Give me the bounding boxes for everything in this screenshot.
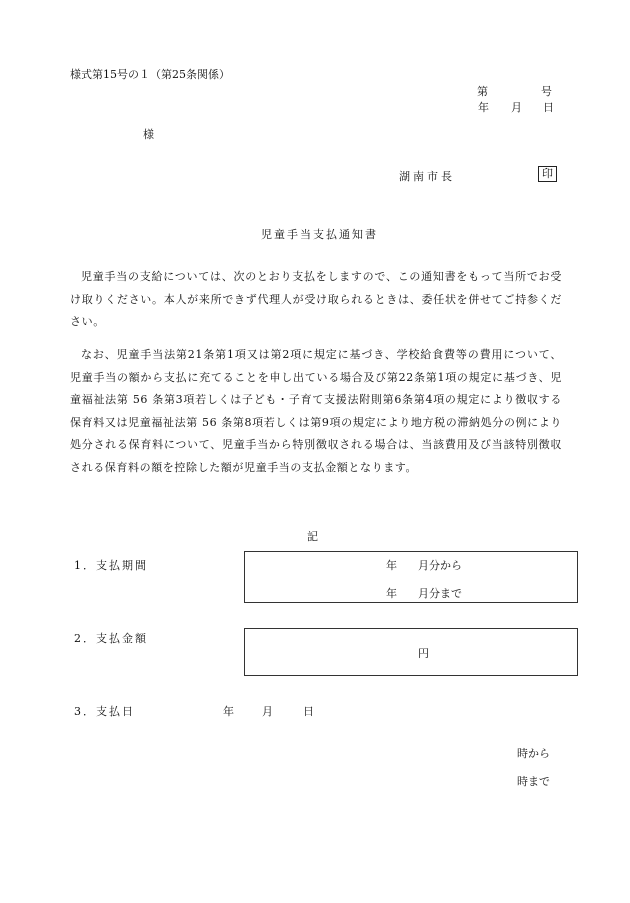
document-title: 児童手当支払通知書 — [261, 228, 378, 241]
period-to-month: 月分まで — [418, 587, 462, 600]
ki-heading: 記 — [307, 530, 318, 543]
time-to: 時まで — [517, 775, 550, 788]
payment-amount-label: 2．支払金額 — [74, 632, 148, 645]
amount-yen-unit: 円 — [418, 647, 429, 660]
header-date-day: 日 — [543, 101, 554, 114]
addressee-suffix: 様 — [143, 128, 154, 141]
payment-date-month: 月 — [262, 705, 273, 718]
payment-date-year: 年 — [223, 705, 234, 718]
time-from: 時から — [517, 747, 550, 760]
payment-amount-box — [244, 628, 578, 676]
payment-period-label: 1．支払期間 — [74, 559, 148, 572]
period-from-month: 月分から — [418, 559, 462, 572]
body-paragraph-2: なお、児童手当法第21条第1項又は第2項に規定に基づき、学校給食費等の費用について、児童手当の額から支払に充てることを申し出ている場合及び第22条第1項の規定に基づき、児童福祉法第 56 条第3項若しくは子ども・子育て支援法附則第6条第4項の規定により徴収する保育料又は児童福祉法第 56 条第8項若しくは第9項の規定により地方税の滞納処分の例により処分される保育料について、児童手当から特別徴収される場合は、当該費用及び当該特別徴収される保育料の額を控除した額が児童手当の支払金額となります。 — [70, 348, 562, 474]
body-paragraph-1: 児童手当の支給については、次のとおり支払をしますので、この通知書をもって当所でお受け取りください。本人が来所できず代理人が受け取られるときは、委任状を併せてご持参ください。 — [70, 270, 562, 328]
period-from-year: 年 — [386, 559, 397, 572]
doc-number-dai: 第 — [477, 85, 488, 98]
header-date-month: 月 — [511, 101, 522, 114]
header-date-year: 年 — [478, 101, 489, 114]
payment-date-day: 日 — [303, 705, 314, 718]
seal-mark: 印 — [538, 166, 557, 182]
payment-date-label: 3．支払日 — [74, 705, 135, 718]
issuer-name: 湖南市長 — [399, 170, 455, 183]
period-to-year: 年 — [386, 587, 397, 600]
doc-number-go: 号 — [541, 85, 552, 98]
payment-period-box — [244, 551, 578, 603]
form-number: 様式第15号の１（第25条関係） — [70, 68, 230, 81]
